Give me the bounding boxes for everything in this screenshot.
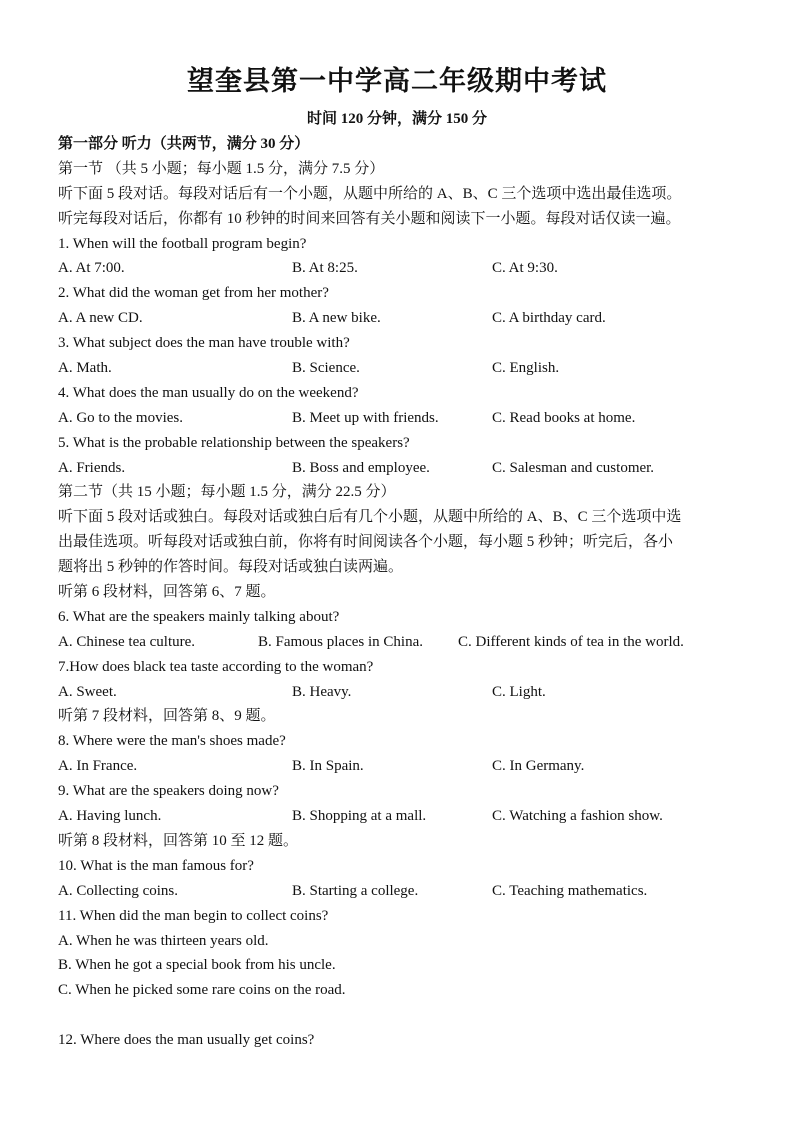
- option-c: C. When he picked some rare coins on the road.: [58, 982, 346, 999]
- option-c: C. At 9:30.: [492, 260, 558, 277]
- question-text: 12. Where does the man usually get coins?: [58, 1032, 315, 1049]
- option-b: B. A new bike.: [292, 310, 381, 327]
- option-c: C. In Germany.: [492, 758, 585, 775]
- question-text: 2. What did the woman get from her mother?: [58, 285, 329, 302]
- question-options: [58, 680, 748, 705]
- material-note: 听第 7 段材料，回答第 8、9 题。: [58, 708, 276, 725]
- option-a: A. At 7:00.: [58, 260, 125, 277]
- option-a: A. In France.: [58, 758, 138, 775]
- section2-heading: 第二节（共 15 小题；每小题 1.5 分，满分 22.5 分）: [58, 484, 396, 501]
- material-note: 听第 8 段材料，回答第 10 至 12 题。: [58, 832, 299, 849]
- question-text: 9. What are the speakers doing now?: [58, 783, 279, 800]
- option-a: A. Math.: [58, 360, 112, 377]
- option-a: A. A new CD.: [58, 310, 143, 327]
- option-a: A. Chinese tea culture.: [58, 633, 196, 650]
- option-c: C. Different kinds of tea in the world.: [458, 633, 684, 650]
- option-b: B. Shopping at a mall.: [292, 808, 427, 825]
- option-a: A. Sweet.: [58, 683, 117, 700]
- question-text: 5. What is the probable relationship between the speakers?: [58, 434, 410, 451]
- option-c: C. Light.: [492, 683, 546, 700]
- option-c: C. A birthday card.: [492, 310, 606, 327]
- option-c: C. Read books at home.: [492, 409, 636, 426]
- question-text: 6. What are the speakers mainly talking about?: [58, 608, 340, 625]
- option-b: B. Meet up with friends.: [292, 409, 439, 426]
- question-text: 8. Where were the man's shoes made?: [58, 733, 286, 750]
- option-a: A. Collecting coins.: [58, 882, 178, 899]
- section2-instruction-line: 出最佳选项。听每段对话或独白前，你将有时间阅读各个小题，每小题 5 秒钟；听完后，各小: [58, 534, 674, 551]
- exam-title: 望奎县第一中学高二年级期中考试: [187, 66, 607, 96]
- question-text: 10. What is the man famous for?: [58, 857, 254, 874]
- blank-line: [58, 1003, 748, 1028]
- question-text: 4. What does the man usually do on the weekend?: [58, 384, 359, 401]
- exam-body: [58, 132, 748, 1053]
- question-text: 7.How does black tea taste according to the woman?: [58, 658, 374, 675]
- question-options: [58, 630, 748, 655]
- question-options: [58, 356, 748, 381]
- option-b: B. Starting a college.: [292, 882, 419, 899]
- section1-heading: 第一节 （共 5 小题；每小题 1.5 分，满分 7.5 分）: [58, 160, 385, 177]
- question-options: [58, 406, 748, 431]
- material-note: 听第 6 段材料，回答第 6、7 题。: [58, 584, 276, 601]
- option-b: B. Science.: [292, 360, 360, 377]
- option-b: B. In Spain.: [292, 758, 364, 775]
- part1-heading: 第一部分 听力（共两节，满分 30 分）: [58, 136, 310, 152]
- section2-instruction-line: 题将出 5 秒钟的作答时间。每段对话或独白读两遍。: [58, 559, 404, 576]
- option-c: C. Salesman and customer.: [492, 459, 655, 476]
- option-a: A. Having lunch.: [58, 808, 162, 825]
- question-options: [58, 879, 748, 904]
- question-options: [58, 256, 748, 281]
- option-c: C. Teaching mathematics.: [492, 882, 648, 899]
- section1-instruction-line: 听下面 5 段对话。每段对话后有一个小题，从题中所给的 A、B、C 三个选项中选出最佳选项。: [58, 185, 682, 202]
- question-text: 11. When did the man begin to collect coins?: [58, 907, 329, 924]
- question-options: [58, 754, 748, 779]
- section2-instruction-line: 听下面 5 段对话或独白。每段对话或独白后有几个小题，从题中所给的 A、B、C 三个选项中选: [58, 509, 682, 526]
- option-a: A. Friends.: [58, 459, 126, 476]
- option-b: B. When he got a special book from his uncle.: [58, 957, 336, 974]
- question-text: 1. When will the football program begin?: [58, 235, 307, 252]
- option-b: B. At 8:25.: [292, 260, 358, 277]
- option-a: A. When he was thirteen years old.: [58, 932, 269, 949]
- option-a: A. Go to the movies.: [58, 409, 183, 426]
- question-options: [58, 456, 748, 481]
- question-options: [58, 306, 748, 331]
- option-c: C. English.: [492, 360, 560, 377]
- section1-instruction-line: 听完每段对话后，你都有 10 秒钟的时间来回答有关小题和阅读下一小题。每段对话仅读一遍。: [58, 210, 681, 227]
- option-c: C. Watching a fashion show.: [492, 808, 663, 825]
- question-text: 3. What subject does the man have trouble with?: [58, 335, 350, 352]
- option-b: B. Boss and employee.: [292, 459, 430, 476]
- question-options: [58, 804, 748, 829]
- option-b: B. Heavy.: [292, 683, 352, 700]
- exam-subtitle: 时间 120 分钟，满分 150 分: [306, 111, 487, 127]
- option-b: B. Famous places in China.: [258, 633, 423, 650]
